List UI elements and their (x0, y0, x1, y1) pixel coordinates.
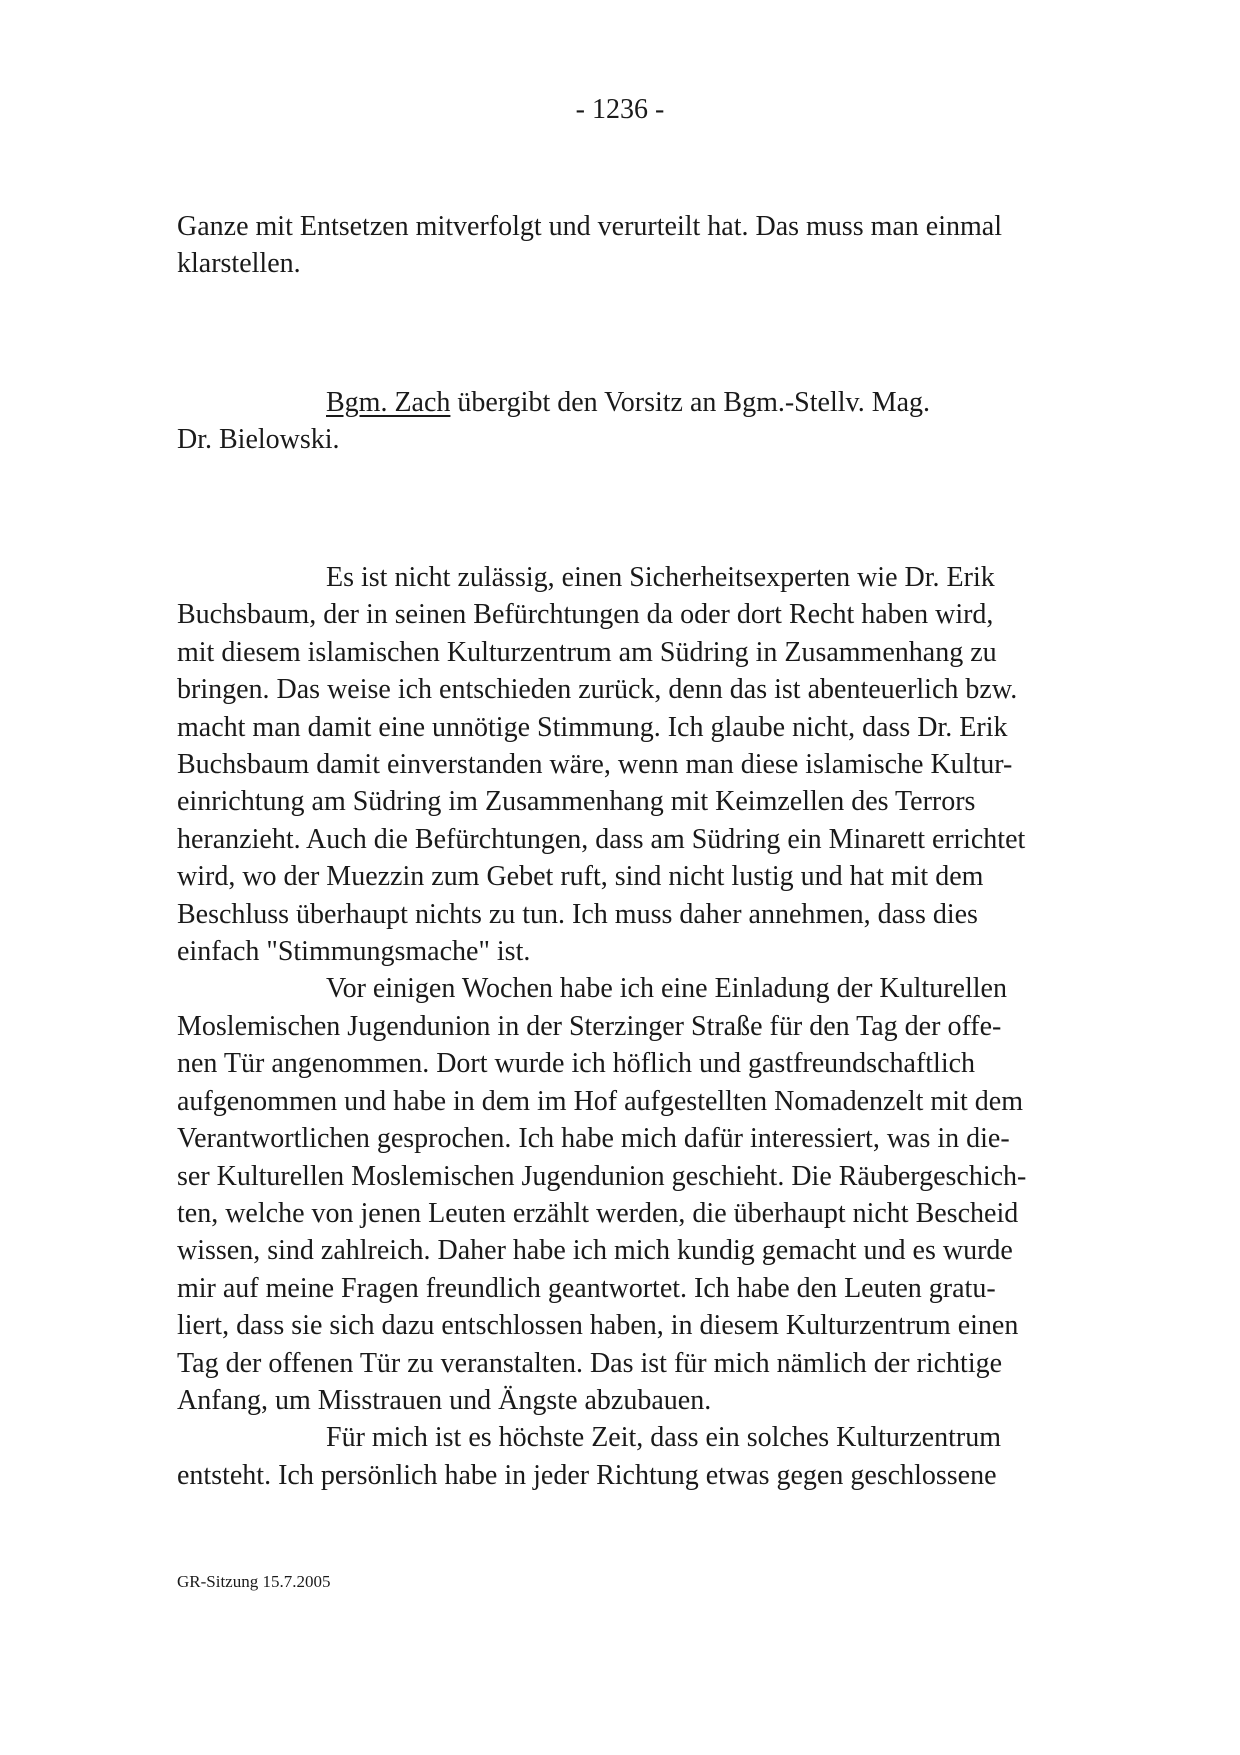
text-line: einfach "Stimmungsmache" ist. (177, 936, 531, 968)
chair-note-text: übergibt den Vorsitz an Bgm.-Stellv. Mag. (450, 387, 931, 418)
text-line: entsteht. Ich persönlich habe in jeder Richtung etwas gegen geschlossene (177, 1459, 997, 1491)
text-line: bringen. Das weise ich entschieden zurück, denn das ist abenteuerlich bzw. (177, 674, 1018, 706)
text-line: liert, dass sie sich dazu entschlossen haben, in diesem Kulturzentrum einen (177, 1310, 1019, 1342)
text-line: Buchsbaum, der in seinen Befürchtungen da oder dort Recht haben wird, (177, 599, 994, 631)
page-number: - 1236 - (575, 94, 665, 125)
text-line: wird, wo der Muezzin zum Gebet ruft, sind nicht lustig und hat mit dem (177, 861, 984, 893)
text-line: Beschluss überhaupt nichts zu tun. Ich muss daher annehmen, dass dies (177, 898, 978, 930)
text-line: mit diesem islamischen Kulturzentrum am Südring in Zusammenhang zu (177, 636, 997, 668)
speech-body (177, 559, 1077, 1494)
text-line: einrichtung am Südring im Zusammenhang mit Keimzellen des Terrors (177, 786, 976, 818)
chair-note-line-2: Dr. Bielowski. (177, 424, 340, 456)
text-line: Tag der offenen Tür zu veranstalten. Das ist für mich nämlich der richtige (177, 1347, 1003, 1379)
speaker-name: Bgm. Zach (326, 387, 451, 418)
text-line: klarstellen. (177, 248, 301, 280)
text-line: heranzieht. Auch die Befürchtungen, dass am Südring ein Minarett errichtet (177, 823, 1026, 855)
text-line: Anfang, um Misstrauen und Ängste abzubauen. (177, 1384, 712, 1416)
text-line: macht man damit eine unnötige Stimmung. Ich glaube nicht, dass Dr. Erik (177, 711, 1008, 743)
speech-paragraph-2 (177, 970, 1077, 1419)
speech-paragraph-3 (177, 1419, 1077, 1494)
text-line: Ganze mit Entsetzen mitverfolgt und verurteilt hat. Das muss man einmal (177, 211, 1003, 242)
text-line: Es ist nicht zulässig, einen Sicherheitsexperten wie Dr. Erik (326, 562, 995, 593)
text-line: Moslemischen Jugendunion in der Sterzinger Straße für den Tag der offe- (177, 1010, 1002, 1042)
text-line: Vor einigen Wochen habe ich eine Einladung der Kulturellen (326, 973, 1007, 1005)
text-line: ten, welche von jenen Leuten erzählt werden, die überhaupt nicht Bescheid (177, 1197, 1019, 1229)
text-line: Verantwortlichen gesprochen. Ich habe mich dafür interessiert, was in die- (177, 1123, 1010, 1155)
text-line: ser Kulturellen Moslemischen Jugendunion geschieht. Die Räubergeschich- (177, 1160, 1027, 1192)
text-line: mir auf meine Fragen freundlich geantwortet. Ich habe den Leuten gratu- (177, 1272, 996, 1304)
text-line: nen Tür angenommen. Dort wurde ich höflich und gastfreundschaftlich (177, 1048, 976, 1080)
continuation-text (177, 208, 1077, 283)
text-line: Für mich ist es höchste Zeit, dass ein solches Kulturzentrum (326, 1422, 1001, 1454)
page-footer: GR-Sitzung 15.7.2005 (177, 1572, 331, 1591)
speech-paragraph-1 (177, 559, 1077, 970)
chair-note (177, 384, 1077, 459)
text-line: aufgenommen und habe in dem im Hof aufgestellten Nomadenzelt mit dem (177, 1085, 1023, 1117)
text-line: Buchsbaum damit einverstanden wäre, wenn man diese islamische Kultur- (177, 749, 1013, 781)
text-line: wissen, sind zahlreich. Daher habe ich mich kundig gemacht und es wurde (177, 1235, 1013, 1267)
chair-note-line-1 (177, 384, 1077, 421)
